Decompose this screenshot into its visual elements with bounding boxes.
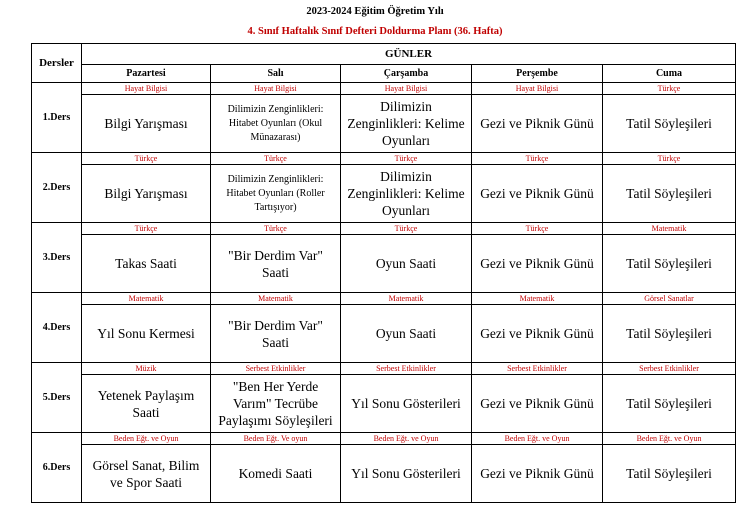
lessons-header: Dersler — [32, 44, 82, 83]
activity-cell: Yıl Sonu Gösterileri — [341, 375, 472, 433]
plan-body — [32, 83, 736, 503]
activity-row — [32, 305, 736, 363]
lesson-label: 5.Ders — [32, 363, 82, 433]
activity-row — [32, 235, 736, 293]
lesson-label: 2.Ders — [32, 153, 82, 223]
lesson-label: 3.Ders — [32, 223, 82, 293]
activity-cell: Yetenek Paylaşım Saati — [82, 375, 211, 433]
activity-cell: Tatil Söyleşileri — [603, 445, 736, 503]
subject-cell: Hayat Bilgisi — [82, 83, 211, 95]
subject-row — [32, 433, 736, 445]
activity-cell: Bilgi Yarışması — [82, 165, 211, 223]
subject-row — [32, 363, 736, 375]
activity-row — [32, 445, 736, 503]
activity-row — [32, 375, 736, 433]
subject-cell: Türkçe — [341, 223, 472, 235]
activity-cell: "Bir Derdim Var" Saati — [211, 305, 341, 363]
activity-cell: Gezi ve Piknik Günü — [472, 165, 603, 223]
activity-cell: Tatil Söyleşileri — [603, 235, 736, 293]
subject-cell: Türkçe — [603, 153, 736, 165]
subject-cell: Beden Eğt. ve Oyun — [472, 433, 603, 445]
subject-cell: Hayat Bilgisi — [472, 83, 603, 95]
subject-cell: Türkçe — [82, 153, 211, 165]
subject-cell: Serbest Etkinlikler — [472, 363, 603, 375]
subject-cell: Türkçe — [603, 83, 736, 95]
activity-cell: Gezi ve Piknik Günü — [472, 95, 603, 153]
activity-cell: Dilimizin Zenginlikleri: Hitabet Oyunları (Roller Tartışıyor) — [211, 165, 341, 223]
day-header: Salı — [211, 65, 341, 83]
subject-cell: Matematik — [211, 293, 341, 305]
activity-cell: Oyun Saati — [341, 235, 472, 293]
subject-cell: Türkçe — [341, 153, 472, 165]
activity-cell: Takas Saati — [82, 235, 211, 293]
subject-cell: Türkçe — [211, 223, 341, 235]
weekly-plan-table — [31, 43, 736, 503]
subject-cell: Beden Eğt. ve Oyun — [603, 433, 736, 445]
activity-cell: Dilimizin Zenginlikleri: Hitabet Oyunları (Okul Münazarası) — [211, 95, 341, 153]
subject-row — [32, 293, 736, 305]
activity-cell: "Ben Her Yerde Varım" Tecrübe Paylaşımı Söyleşileri — [211, 375, 341, 433]
activity-cell: Tatil Söyleşileri — [603, 305, 736, 363]
day-header: Perşembe — [472, 65, 603, 83]
subject-cell: Türkçe — [472, 153, 603, 165]
subject-cell: Müzik — [82, 363, 211, 375]
activity-cell: Görsel Sanat, Bilim ve Spor Saati — [82, 445, 211, 503]
activity-cell: "Bir Derdim Var" Saati — [211, 235, 341, 293]
activity-cell: Bilgi Yarışması — [82, 95, 211, 153]
subject-cell: Matematik — [341, 293, 472, 305]
subject-cell: Beden Eğt. Ve oyun — [211, 433, 341, 445]
activity-cell: Dilimizin Zenginlikleri: Kelime Oyunları — [341, 95, 472, 153]
subject-cell: Matematik — [472, 293, 603, 305]
subject-cell: Beden Eğt. ve Oyun — [82, 433, 211, 445]
activity-cell: Tatil Söyleşileri — [603, 165, 736, 223]
subject-cell: Serbest Etkinlikler — [603, 363, 736, 375]
year-title: 2023-2024 Eğitim Öğretim Yılı — [306, 6, 444, 17]
day-header: Pazartesi — [82, 65, 211, 83]
days-header: GÜNLER — [82, 44, 736, 65]
day-header: Cuma — [603, 65, 736, 83]
activity-cell: Gezi ve Piknik Günü — [472, 305, 603, 363]
activity-row — [32, 95, 736, 153]
lesson-label: 4.Ders — [32, 293, 82, 363]
activity-cell: Gezi ve Piknik Günü — [472, 375, 603, 433]
subject-cell: Serbest Etkinlikler — [211, 363, 341, 375]
lesson-label: 6.Ders — [32, 433, 82, 503]
subject-cell: Türkçe — [211, 153, 341, 165]
subject-cell: Serbest Etkinlikler — [341, 363, 472, 375]
subject-row — [32, 83, 736, 95]
day-header: Çarşamba — [341, 65, 472, 83]
subject-cell: Türkçe — [82, 223, 211, 235]
activity-cell: Dilimizin Zenginlikleri: Kelime Oyunları — [341, 165, 472, 223]
activity-cell: Gezi ve Piknik Günü — [472, 235, 603, 293]
subject-cell: Türkçe — [472, 223, 603, 235]
subject-cell: Görsel Sanatlar — [603, 293, 736, 305]
subject-cell: Hayat Bilgisi — [211, 83, 341, 95]
subject-cell: Matematik — [82, 293, 211, 305]
activity-cell: Tatil Söyleşileri — [603, 95, 736, 153]
activity-row — [32, 165, 736, 223]
lesson-label: 1.Ders — [32, 83, 82, 153]
activity-cell: Yıl Sonu Gösterileri — [341, 445, 472, 503]
subject-row — [32, 153, 736, 165]
plan-title: 4. Sınıf Haftalık Sınıf Defteri Doldurma Planı (36. Hafta) — [247, 26, 503, 37]
subject-cell: Matematik — [603, 223, 736, 235]
subject-row — [32, 223, 736, 235]
activity-cell: Oyun Saati — [341, 305, 472, 363]
activity-cell: Yıl Sonu Kermesi — [82, 305, 211, 363]
activity-cell: Tatil Söyleşileri — [603, 375, 736, 433]
subject-cell: Beden Eğt. ve Oyun — [341, 433, 472, 445]
subject-cell: Hayat Bilgisi — [341, 83, 472, 95]
activity-cell: Gezi ve Piknik Günü — [472, 445, 603, 503]
activity-cell: Komedi Saati — [211, 445, 341, 503]
